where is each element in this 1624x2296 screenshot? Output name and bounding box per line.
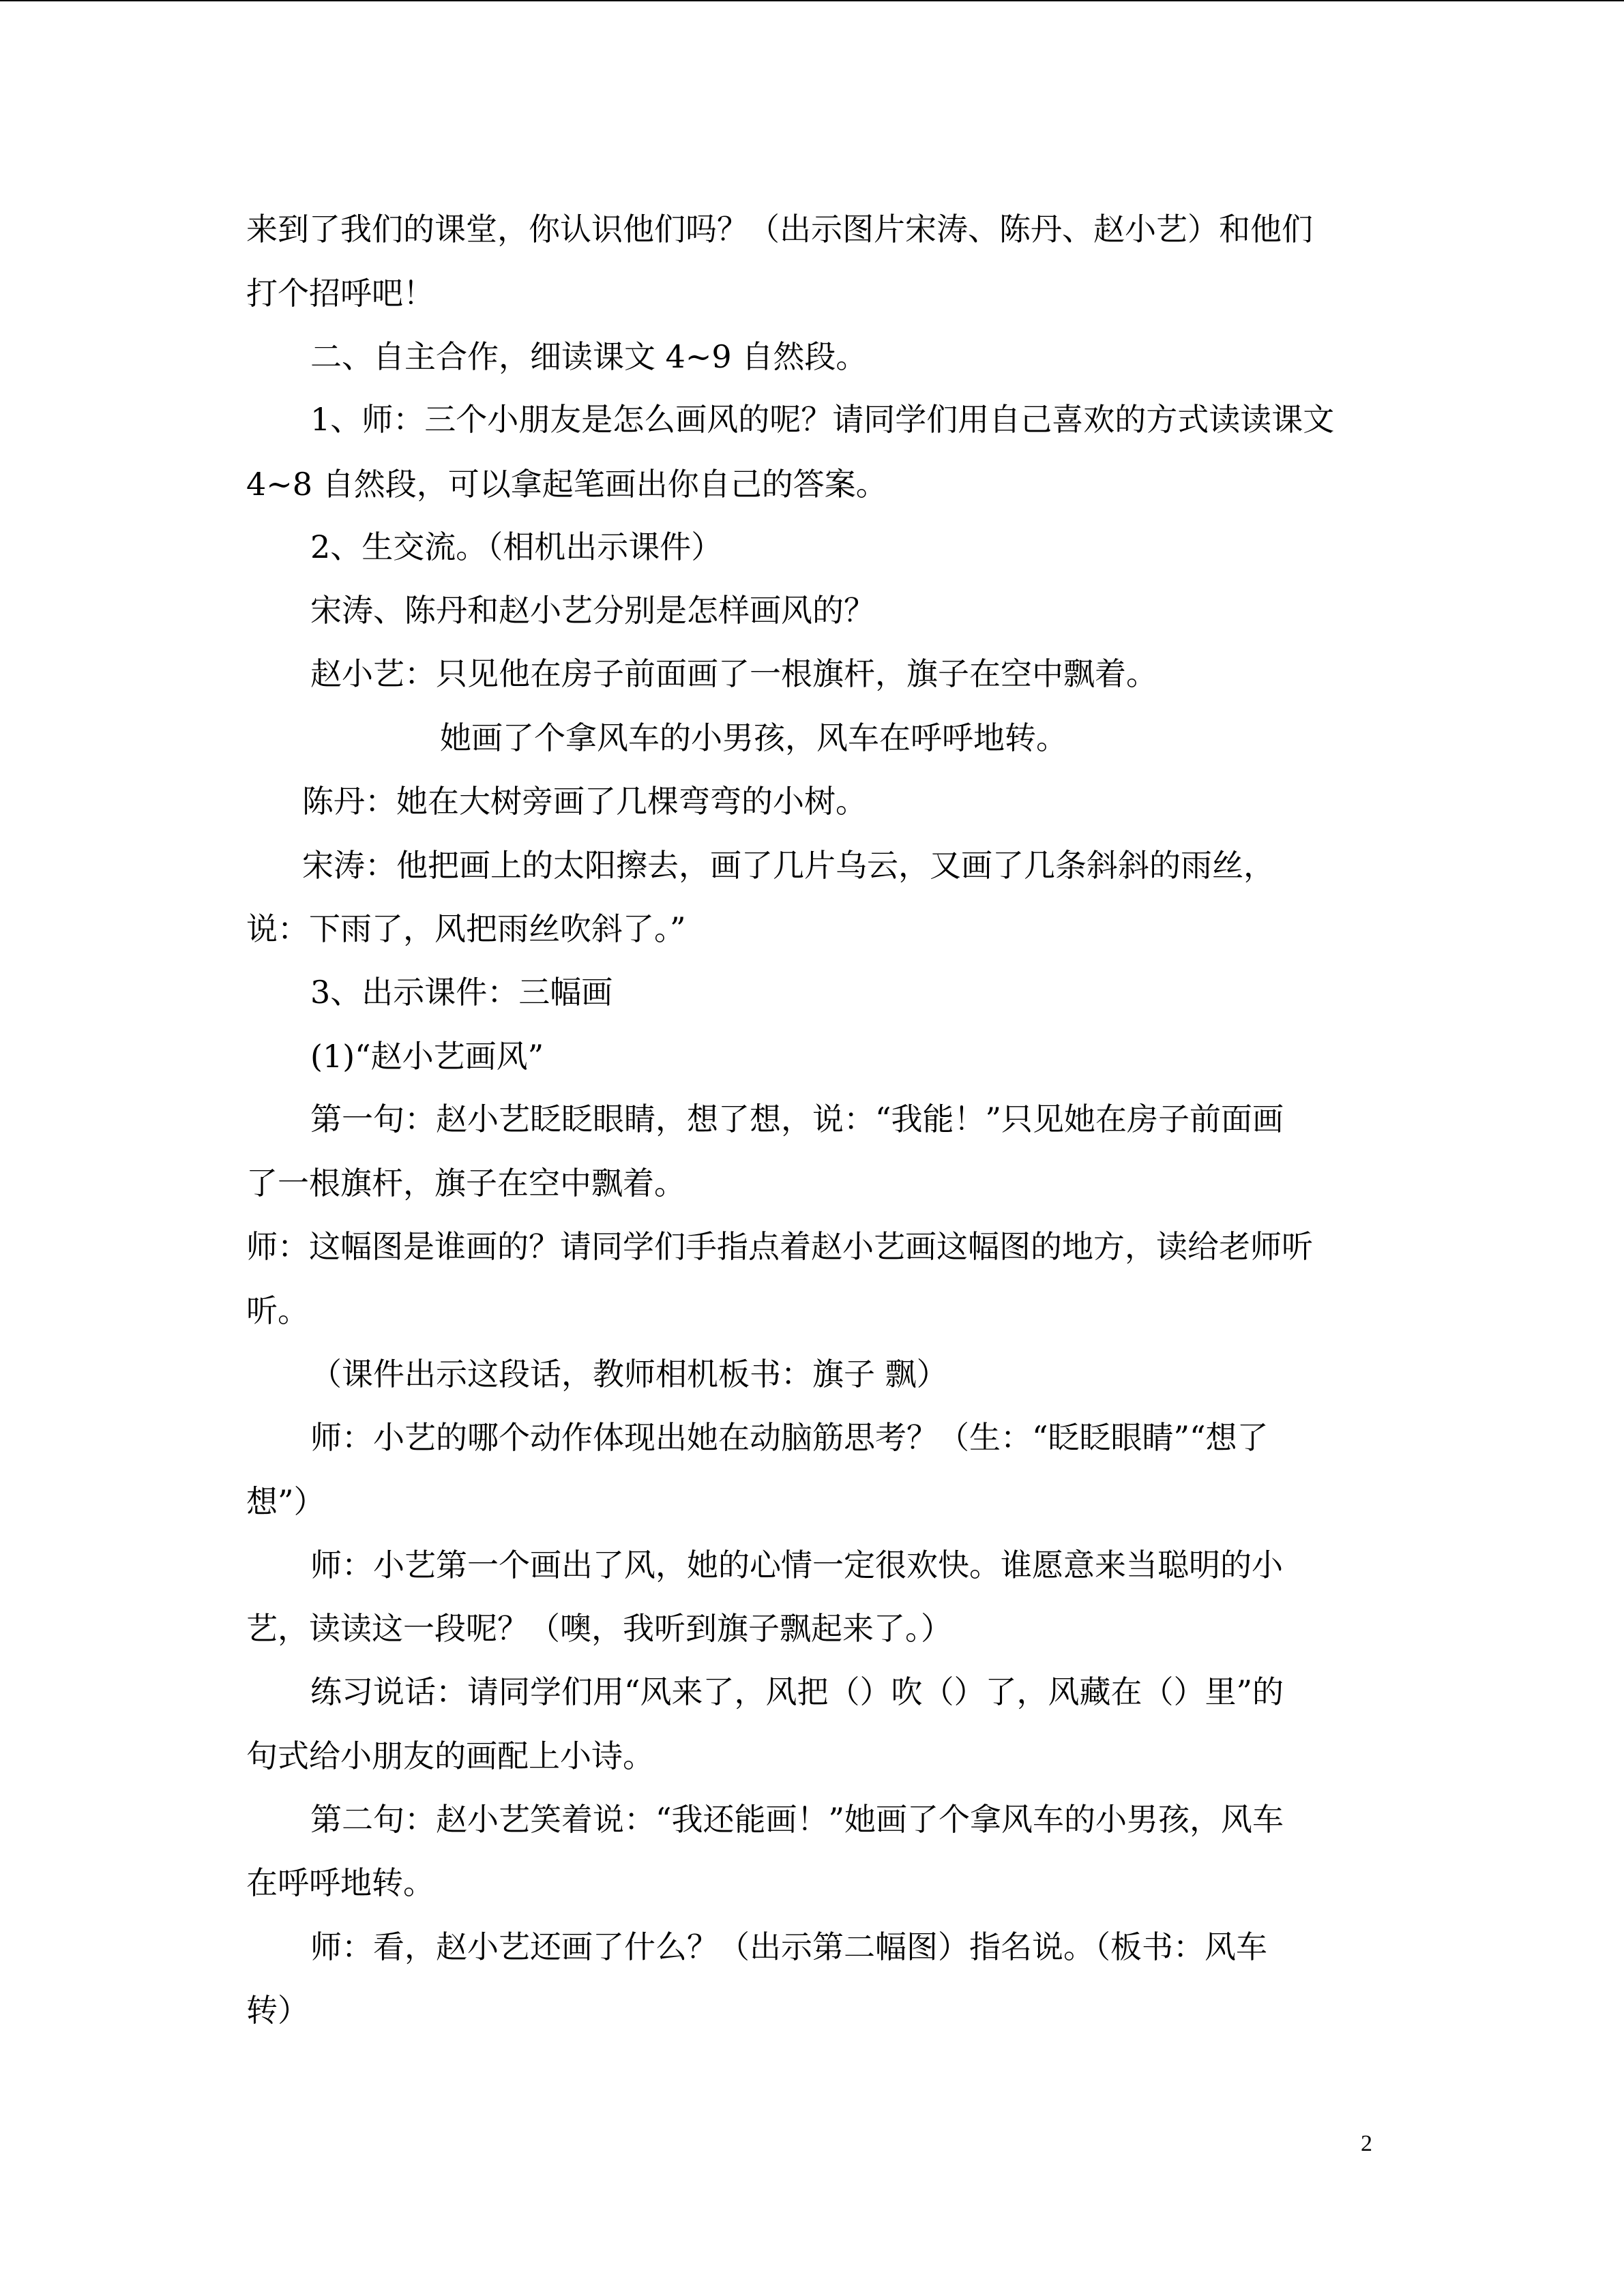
text-line: 陈丹：她在大树旁画了几棵弯弯的小树。 <box>302 783 867 820</box>
text-line: 师：看，赵小艺还画了什么？（出示第二幅图）指名说。（板书：风车 <box>310 1928 1267 1965</box>
text-line: 师：这幅图是谁画的？请同学们手指点着赵小艺画这幅图的地方，读给老师听 <box>246 1228 1313 1265</box>
text-line: 师：小艺第一个画出了风，她的心情一定很欢快。谁愿意来当聪明的小 <box>310 1547 1283 1583</box>
section-heading: 二、自主合作，细读课文 4~9 自然段。 <box>310 338 868 375</box>
text-line: 宋涛、陈丹和赵小艺分别是怎样画风的？ <box>310 592 875 629</box>
text-line: 打个招呼吧！ <box>246 275 434 312</box>
text-line: 来到了我们的课堂，你认识他们吗？（出示图片宋涛、陈丹、赵小艺）和他们 <box>246 211 1313 248</box>
text-line: 练习说话：请同学们用“风来了，风把（）吹（）了，风藏在（）里”的 <box>310 1673 1284 1710</box>
text-line: 艺，读读这一段呢？（噢，我听到旗子飘起来了。） <box>246 1610 952 1647</box>
text-line: 2、生交流。（相机出示课件） <box>310 528 723 565</box>
text-line: 想”） <box>246 1483 325 1520</box>
text-line: 听。 <box>246 1292 309 1329</box>
text-line: 1、师：三个小朋友是怎么画风的呢？请同学们用自己喜欢的方式读读课文 <box>310 401 1335 438</box>
page-number: 2 <box>1361 2131 1372 2156</box>
text-line: 她画了个拿风车的小男孩，风车在呼呼地转。 <box>440 719 1067 756</box>
text-line: 转） <box>246 1992 309 2029</box>
text-line: 在呼呼地转。 <box>246 1864 434 1901</box>
text-line: 3、出示课件：三幅画 <box>310 974 613 1011</box>
text-line: (1)“赵小艺画风” <box>310 1038 544 1075</box>
text-line: 4~8 自然段，可以拿起笔画出你自己的答案。 <box>246 466 887 503</box>
text-line: 说：下雨了，风把雨丝吹斜了。” <box>246 910 686 947</box>
text-line: 第一句：赵小艺眨眨眼睛，想了想，说：“我能！”只见她在房子前面画 <box>310 1101 1284 1137</box>
text-line: 赵小艺：只见他在房子前面画了一根旗杆，旗子在空中飘着。 <box>310 655 1157 692</box>
text-line: 师：小艺的哪个动作体现出她在动脑筋思考？（生：“眨眨眼睛”“想了 <box>310 1419 1269 1456</box>
text-line: （课件出示这段话，教师相机板书：旗子 飘） <box>310 1356 948 1392</box>
text-line: 宋涛：他把画上的太阳擦去，画了几片乌云，又画了几条斜斜的雨丝， <box>302 847 1275 884</box>
text-line: 第二句：赵小艺笑着说：“我还能画！”她画了个拿风车的小男孩，风车 <box>310 1801 1284 1838</box>
text-line: 句式给小朋友的画配上小诗。 <box>246 1738 654 1774</box>
text-line: 了一根旗杆，旗子在空中飘着。 <box>246 1165 685 1202</box>
